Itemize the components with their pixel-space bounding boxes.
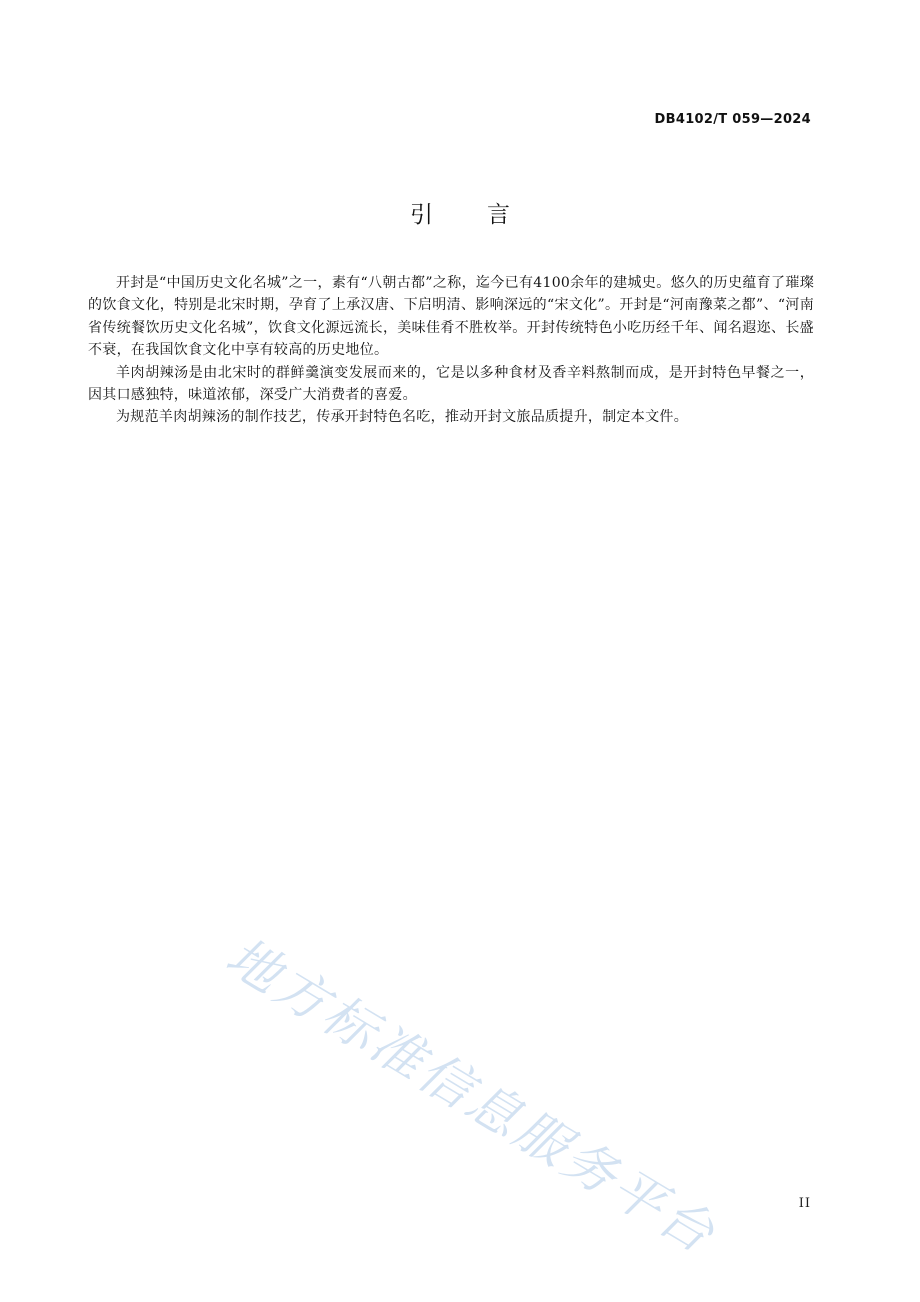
introduction-body xyxy=(88,272,814,429)
section-title: 引言 xyxy=(410,202,564,228)
page-number: II xyxy=(798,1196,811,1211)
paragraph: 羊肉胡辣汤是由北宋时的群鲜羹演变发展而来的，它是以多种食材及香辛料熬制而成，是开封特色早餐之一，因其口感独特，味道浓郁，深受广大消费者的喜爱。 xyxy=(88,364,814,404)
watermark: 地方标准信息服务平台 xyxy=(215,926,727,1267)
paragraph: 为规范羊肉胡辣汤的制作技艺，传承开封特色名吃，推动开封文旅品质提升，制定本文件。 xyxy=(116,409,688,426)
paragraph: 开封是“中国历史文化名城”之一，素有“八朝古都”之称，迄今已有4100余年的建城史。悠久的历史蕴育了璀璨的饮食文化，特别是北宋时期，孕育了上承汉唐、下启明清、影响深远的“宋文化”。开封是“河南豫菜之都”、“河南省传统餐饮历史文化名城”，饮食文化源远流长，美味佳肴不胜枚举。开封传统特色小吃历经千年、闻名遐迩、长盛不衰，在我国饮食文化中享有较高的历史地位。 xyxy=(88,275,814,359)
document-code: DB4102/T 059—2024 xyxy=(654,112,811,127)
